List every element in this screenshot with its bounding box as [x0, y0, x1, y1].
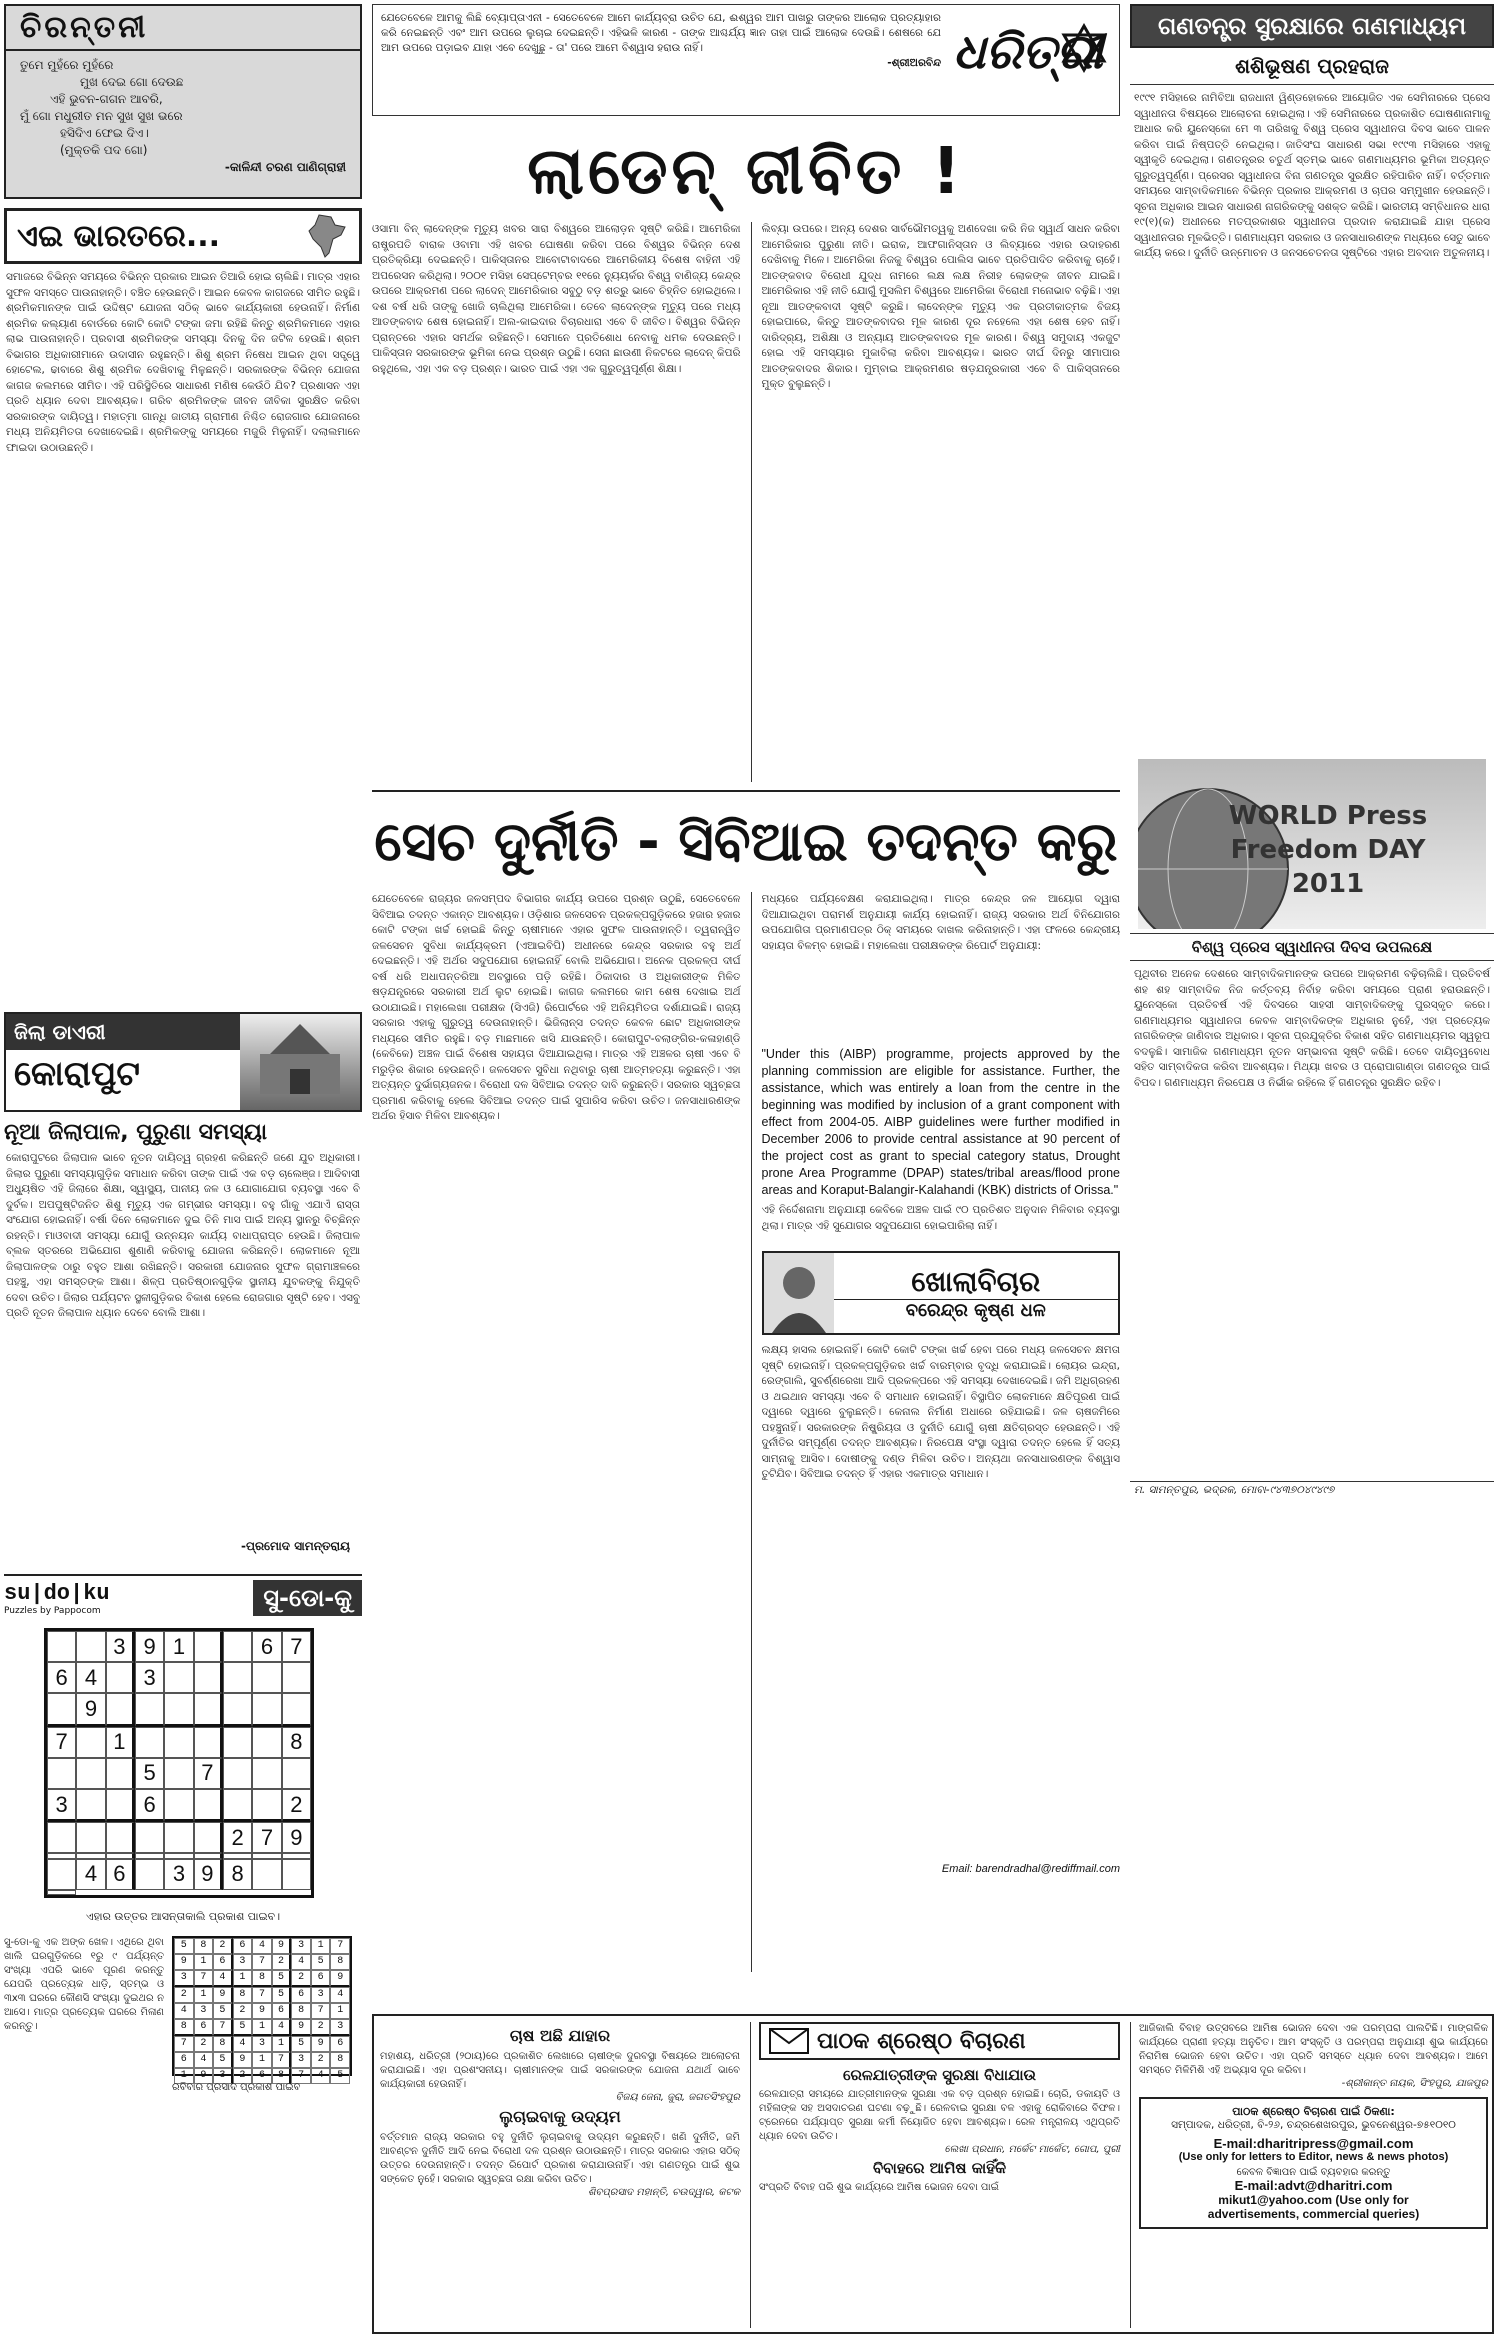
sudoku-answer-cell: 1: [272, 2036, 292, 2052]
email2[interactable]: E-mail:advt@dharitri.com: [1234, 2178, 1393, 2193]
ei-bharatare: [4, 208, 362, 1008]
sudoku-answer-cell: 2: [233, 2003, 253, 2019]
sudoku-cell: [223, 1789, 252, 1822]
sudoku-answer-cell: 8: [213, 2036, 233, 2052]
laden-article: [372, 122, 1120, 790]
laden-headline: ଲାଡେନ୍ ଜୀବିତ !: [527, 135, 965, 209]
contact-head: ପାଠକ ଶ୍ରେଷ୍ଠ ବିଚାରଣ ପାଇଁ ଠିକଣା:: [1232, 2105, 1395, 2118]
letters-mid-title: ପାଠକ ଶ୍ରେଷ୍ଠ ବିଚାରଣ: [817, 2028, 1026, 2054]
sudoku-answer-cell: 6: [272, 2003, 292, 2019]
sudoku-cell: [194, 1662, 223, 1693]
ei-bharatare-title: ଏଇ ଭାରତରେ...: [17, 218, 221, 254]
sudoku-cell: 6: [106, 1859, 135, 1890]
sudoku-cell: 2: [223, 1822, 252, 1853]
sudoku-answer-cell: 9: [174, 1954, 194, 1970]
jila-diary-body: କୋରାପୁଟରେ ଜିଲାପାଳ ଭାବେ ନୂତନ ଦାୟିତ୍ୱ ଗ୍ରହଣ କରିଛନ୍ତି ଜଣେ ଯୁବ ଅଧିକାରୀ। ଜିଲାର ପୁରୁଣା ସମସ୍ୟାଗୁଡ଼ିକ ସମାଧାନ କରିବା ତାଙ୍କ ପାଇଁ ଏକ ବଡ଼ ଚାଲେଞ୍ଜ। ଆଦିବାସୀ ଅଧ୍ୟୁଷିତ ଏହି ଜିଲାରେ ଶିକ୍ଷା, ସ୍ୱାସ୍ଥ୍ୟ, ପାନୀୟ ଜଳ ଓ ଯୋଗାଯୋଗ ବ୍ୟବସ୍ଥା ଏବେ ବି ଦୁର୍ବଳ। ଅପପୁଷ୍ଟିଜନିତ ଶିଶୁ ମୃତ୍ୟୁ ଏକ ଗମ୍ଭୀର ସମସ୍ୟା। ବହୁ ଗାଁକୁ ଏଯାଏଁ ରାସ୍ତା ସଂଯୋଗ ହୋଇନାହିଁ। ବର୍ଷା ଦିନେ ଲୋକମାନେ ଦୁଇ ତିନି ମାସ ପାଇଁ ଅନ୍ୟ ସ୍ଥାନରୁ ବିଚ୍ଛିନ୍ନ ରହନ୍ତି। ମାଓବାଦୀ ସମସ୍ୟା ଯୋଗୁଁ ଉନ୍ନୟନ କାର୍ଯ୍ୟ ବାଧାପ୍ରାପ୍ତ ହେଉଛି। ଜିଲାପାଳ ବ୍ଲକ ସ୍ତରରେ ଅଭିଯୋଗ ଶୁଣାଣି କରିବାକୁ ଯୋଜନା କରିଛନ୍ତି। ଲୋକମାନେ ନୂଆ ଜିଲାପାଳଙ୍କ ଠାରୁ ବହୁତ ଆଶା ରଖିଛନ୍ତି। ସରକାରୀ ଯୋଜନାର ସୁଫଳ ଗ୍ରାମାଞ୍ଚଳରେ ପହଞ୍ଚୁ, ଏହା ସମସ୍ତଙ୍କ ଆଶା। ଶିଳ୍ପ ପ୍ରତିଷ୍ଠାନଗୁଡ଼ିକ ସ୍ଥାନୀୟ ଯୁବକଙ୍କୁ ନିଯୁକ୍ତି ଦେବା ଉଚିତ। ଜିଲାର ପର୍ଯ୍ୟଟନ ସ୍ଥଳୀଗୁଡ଼ିକର ବିକାଶ ହେଲେ ରୋଜଗାର ସୃଷ୍ଟି ହେବ। ଏସବୁ ପ୍ରତି ନୂତନ ଜିଲାପାଳ ଧ୍ୟାନ ଦେବେ ବୋଲି ଆଶା।: [6, 1152, 360, 1319]
letters-section: [372, 2014, 1494, 2334]
sudoku-answer-cell: 4: [252, 1938, 272, 1954]
sudoku-cell: [106, 1789, 135, 1822]
sudoku-answer-cell: 1: [194, 1987, 214, 2003]
sudoku-cell: [282, 1693, 311, 1726]
sudoku-answer-cell: 6: [194, 2019, 214, 2036]
star-logo-icon: [1059, 23, 1109, 73]
sudoku-cell: 5: [135, 1758, 164, 1789]
sudoku-title: ସୁ-ଡୋ-କୁ: [253, 1580, 362, 1616]
sudoku-cell: [76, 1727, 105, 1758]
sudoku-answer-cell: 6: [174, 2052, 194, 2068]
sudoku-answer-cell: 7: [252, 1987, 272, 2003]
sudoku-answer-cell: 1: [311, 1938, 331, 1954]
sudoku-answer-cell: 5: [330, 2068, 350, 2084]
chirantani-poem: [6, 51, 360, 182]
mid-letter1-sign: ଲେଖା ପ୍ରଧାନ, ମର୍କେଟ ମାର୍କେଟ, ଗୋପ, ପୁରୀ: [944, 2144, 1120, 2155]
letter1-body: ମହାଶୟ, ଧରିତ୍ରୀ (୨୦ାୟ)ରେ ପ୍ରକାଶିତ ଲେଖାରେ ଚାଷୀଙ୍କ ଦୁରବସ୍ଥା ବିଷୟରେ ଆଲୋଚନା କରାଯାଇଛି। ଏହା ପ୍ରଶଂସନୀୟ। ଚାଷୀମାନଙ୍କ ପାଇଁ ସରକାରଙ୍କ ଯୋଜନା ଯଥାର୍ଥ ଭାବେ କାର୍ଯ୍ୟକାରୀ ହେଉନାହିଁ।: [380, 2051, 740, 2090]
sudoku-cell: [282, 1662, 311, 1693]
sudoku-answer-cell: 1: [330, 2003, 350, 2019]
sudoku-cell: [135, 1693, 164, 1726]
sudoku-answer-cell: 8: [252, 1970, 272, 1987]
ei-bharatare-header: [4, 208, 362, 264]
letters-mid: [750, 2022, 1120, 2328]
sudoku-answer-cell: 2: [194, 2036, 214, 2052]
temple-icon: [240, 1014, 360, 1110]
sudoku-cell: 4: [76, 1662, 105, 1693]
chirantani-title: ଚିରନ୍ତନୀ: [6, 6, 360, 51]
sudoku-cell: [164, 1693, 193, 1726]
sudoku-cell: [223, 1758, 252, 1789]
cbi-col2b: ଏହି ନିର୍ଦ୍ଦେଶନାମା ଅନୁଯାୟୀ କେବିକେ ଅଞ୍ଚଳ ପାଇଁ ୯୦ ପ୍ରତିଶତ ଅନୁଦାନ ମିଳିବାର ବ୍ୟବସ୍ଥା ଥିଲା। ମାତ୍ର ଏହି ସୁଯୋଗର ସଦୁପଯୋଗ ହୋଇପାରିଲା ନାହିଁ।: [761, 1204, 1120, 1232]
sudoku-answer-grid: [172, 1936, 352, 2081]
mid-letter2-body: ସଂପ୍ରତି ବିବାହ ପରି ଶୁଭ କାର୍ଯ୍ୟରେ ଆମିଷ ଭୋଜନ ଦେବା ପାଇଁ: [759, 2182, 999, 2193]
email3-note: advertisements, commercial queries): [1207, 2207, 1420, 2221]
email3[interactable]: mikut1@yahoo.com (Use only for: [1218, 2193, 1409, 2207]
sudoku-answer-cell: 2: [311, 2052, 331, 2068]
sudoku-grid: [44, 1628, 314, 1898]
sudoku-answer-cell: 6: [213, 1954, 233, 1970]
jila-diary-district: କୋରାପୁଟ: [14, 1054, 140, 1094]
sudoku-cell: 9: [135, 1631, 164, 1662]
email1[interactable]: E-mail:dharitripress@gmail.com: [1213, 2136, 1414, 2151]
sudoku-answer-cell: 3: [291, 1938, 311, 1954]
jila-diary-label: ଜିଲା ଡାଏରୀ: [6, 1014, 240, 1050]
sudoku-cell: 7: [47, 1727, 76, 1758]
kholabichara-author: ବରେନ୍ଦ୍ର କୃଷ୍ଣ ଧଳ: [905, 1300, 1046, 1321]
sudoku-answer-cell: 5: [213, 2003, 233, 2019]
jila-diary-header: [4, 1012, 362, 1112]
poem-line: ହସିଦିଏ ଫେଇ ଦିଏ।: [60, 126, 149, 140]
sudoku-section: [4, 1574, 362, 2334]
sudoku-answer-cell: 9: [213, 1987, 233, 2003]
sudoku-answer-cell: 2: [291, 1970, 311, 1987]
sudoku-answer-cell: 4: [311, 2068, 331, 2084]
sudoku-answer-cell: 9: [233, 2052, 253, 2068]
sudoku-cell: [194, 1789, 223, 1822]
sudoku-cell: 8: [282, 1727, 311, 1758]
gt-body: ୧୯୯୧ ମସିହାରେ ନାମିବିଆ ରାଜଧାନୀ ୱିଣ୍ଡହୋକରେ ଆୟୋଜିତ ଏକ ସେମିନାରରେ ପ୍ରେସ ସ୍ୱାଧୀନତା ବିଷୟରେ ଆଲୋଚନା ହୋଇଥିଲା। ଏହି ସେମିନାରରେ ପ୍ରକାଶିତ ଘୋଷଣାନାମାକୁ ଆଧାର କରି ୟୁନେସ୍କୋ ମେ ୩ ତାରିଖକୁ ବିଶ୍ୱ ପ୍ରେସ ସ୍ୱାଧୀନତା ଦିବସ ଭାବେ ପାଳନ କରିବା ପାଇଁ ନିଷ୍ପତ୍ତି ନେଇଥିଲା। ଜାତିସଂଘ ସାଧାରଣ ସଭା ୧୯୯୩ ମସିହାରେ ଏହାକୁ ସ୍ୱୀକୃତି ଦେଇଥିଲା। ଗଣତନ୍ତ୍ରର ଚତୁର୍ଥ ସ୍ତମ୍ଭ ଭାବେ ଗଣମାଧ୍ୟମର ଭୂମିକା ଅତ୍ୟନ୍ତ ଗୁରୁତ୍ୱପୂର୍ଣ୍ଣ। ପ୍ରେସର ସ୍ୱାଧୀନତା ବିନା ଗଣତନ୍ତ୍ର ସୁରକ୍ଷିତ ରହିପାରିବ ନାହିଁ। ବର୍ତ୍ତମାନ ସମୟରେ ସାମ୍ବାଦିକମାନେ ବିଭିନ୍ନ ପ୍ରକାର ଆକ୍ରମଣ ଓ ଚାପର ସମ୍ମୁଖୀନ ହେଉଛନ୍ତି। ସୂଚନା ଅଧିକାର ଆଇନ ସାଧାରଣ ନାଗରିକଙ୍କୁ ସଶକ୍ତ କରିଛି। ଭାରତୀୟ ସମ୍ବିଧାନର ଧାରା ୧୯(୧)(କ) ଅଧୀନରେ ମତପ୍ରକାଶର ସ୍ୱାଧୀନତା ପ୍ରଦାନ କରାଯାଇଛି ଯାହା ପ୍ରେସ ସ୍ୱାଧୀନତାର ମୂଳଭିତ୍ତି। ଗଣମାଧ୍ୟମ ସରକାର ଓ ଜନସାଧାରଣଙ୍କ ମଧ୍ୟରେ ସେତୁ ଭାବେ କାର୍ଯ୍ୟ କରେ। ଦୁର୍ନୀତି ଉନ୍ମୋଚନ ଓ ଜନସଚେତନତା ସୃଷ୍ଟିରେ ଏହାର ଅବଦାନ ଅତୁଳନୀୟ।: [1134, 92, 1490, 259]
laden-col1: ଓସାମା ବିନ୍ ଲାଦେନ୍ଙ୍କ ମୃତ୍ୟୁ ଖବର ସାରା ବିଶ୍ୱରେ ଆଲୋଡ଼ନ ସୃଷ୍ଟି କରିଛି। ଆମେରିକା ରାଷ୍ଟ୍ରପତି ବାରାକ ଓବାମା ଏହି ଖବର ଘୋଷଣା କରିବା ପରେ ବିଶ୍ୱର ବିଭିନ୍ନ ଦେଶ ପ୍ରତିକ୍ରିୟା ଦେଇଛନ୍ତି। ପାକିସ୍ତାନର ଆବୋଟାବାଦରେ ଆମେରିକୀୟ ବିଶେଷ ବାହିନୀ ଏହି ଅପରେସନ କରିଥିଲା। ୨୦୦୧ ମସିହା ସେପ୍ଟେମ୍ବର ୧୧ରେ ନ୍ୟୁୟର୍କର ବିଶ୍ୱ ବାଣିଜ୍ୟ କେନ୍ଦ୍ର ଉପରେ ଆକ୍ରମଣ ପରେ ଲାଦେନ୍ ଆମେରିକାର ସବୁଠୁ ବଡ଼ ଶତ୍ରୁ ଭାବେ ଚିହ୍ନିତ ହୋଇଥିଲେ। ଦଶ ବର୍ଷ ଧରି ତାଙ୍କୁ ଖୋଜି ଚାଲିଥିଲା ଆମେରିକା। ତେବେ ଲାଦେନ୍ଙ୍କ ମୃତ୍ୟୁ ପରେ ମଧ୍ୟ ଆତଙ୍କବାଦ ଶେଷ ହୋଇନାହିଁ। ଅଲ-କାଇଦାର ବିଚାରଧାରା ଏବେ ବି ଜୀବିତ। ବିଶ୍ୱର ବିଭିନ୍ନ ପ୍ରାନ୍ତରେ ଏହାର ସମର୍ଥକ ରହିଛନ୍ତି। ସେମାନେ ପ୍ରତିଶୋଧ ନେବାକୁ ଧମକ ଦେଉଛନ୍ତି। ପାକିସ୍ତାନ ସରକାରଙ୍କ ଭୂମିକା ନେଇ ପ୍ରଶ୍ନ ଉଠୁଛି। ସେନା ଛାଉଣୀ ନିକଟରେ ଲାଦେନ୍ କିପରି ରହୁଥିଲେ, ଏହା ଏକ ବଡ଼ ପ୍ରଶ୍ନ। ଭାରତ ପାଇଁ ଏହା ଏକ ଗୁରୁତ୍ୱପୂର୍ଣ୍ଣ ଶିକ୍ଷା।: [372, 223, 741, 375]
sudoku-cell: 3: [164, 1859, 193, 1890]
sudoku-cell: [194, 1727, 223, 1758]
sudoku-cell: 9: [76, 1693, 105, 1726]
masthead-quote: ଯେତେବେଳେ ଆମକୁ ଲିଛି ବ୍ୟୋପ୍ତାଏନୀ - ସେତେବେଳେ ଆମେ କାର୍ଯ୍ୟବ୍ରା ଉଚିତ ଯେ, ଈଶ୍ୱର ଆମ ପାଖରୁ ତାଙ୍କର ଆଲୋକ ପ୍ରତ୍ୟାହାର କରି ନେଇଛନ୍ତି ଏବଂ ଆମ ଉପରେ ଲୁଚାଇ ଦେଇଛନ୍ତି। ଏହିଭଳି କାରଣ - ତାଙ୍କ ଆଶ୍ଚର୍ଯ୍ୟ ଜ୍ଞାନ ତାହା ପାଇଁ ଆଲୋକ ଦେଉଛି। ଶେଷରେ ଯେ ଆମ ଉପରେ ପଡ଼ାଇବ ଯାହା ଏବେ ଦେଖୁଛୁ - ତା' ପରେ ଆମେ ବିଶ୍ୱାସ ହରାଉ ନାହିଁ। -ଶ୍ରୀଅରବିନ୍ଦ: [381, 12, 941, 69]
press-freedom-text: WORLD Press Freedom DAY 2011: [1228, 801, 1428, 899]
sudoku-cell: [106, 1662, 135, 1693]
cbi-headline: ସେଚ ଦୁର୍ନୀତି - ସିବିଆଇ ତଦନ୍ତ କରୁ: [374, 810, 1118, 873]
sudoku-answer-cell: 2: [311, 2019, 331, 2036]
envelope-icon: [769, 2028, 809, 2054]
sudoku-answer-cell: 3: [213, 2068, 233, 2084]
sudoku-answer-cell: 8: [291, 2003, 311, 2019]
sudoku-answer-cell: 9: [252, 2003, 272, 2019]
sudoku-answer-cell: 8: [194, 1938, 214, 1954]
sudoku-cell: 1: [164, 1631, 193, 1662]
sudoku-answer-cell: 7: [272, 2052, 292, 2068]
cbi-col2a: ମଧ୍ୟରେ ପର୍ଯ୍ୟବେକ୍ଷଣ କରାଯାଇଥିଲା। ମାତ୍ର କେନ୍ଦ୍ର ଜଳ ଆୟୋଗ ଦ୍ୱାରା ଦିଆଯାଇଥିବା ପରାମର୍ଶ ଅନୁଯାୟୀ କାର୍ଯ୍ୟ ହୋଇନାହିଁ। ରାଜ୍ୟ ସରକାର ଅର୍ଥ ବିନିଯୋଗର ଉପଯୋଗିତା ପ୍ରମାଣପତ୍ର ଠିକ୍ ସମୟରେ ଦାଖଲ କରିନାହାନ୍ତି। ଏହା ଫଳରେ କେନ୍ଦ୍ରୀୟ ସହାୟତା ବିଳମ୍ବ ହୋଇଛି। ମହାଲେଖା ପରୀକ୍ଷକଙ୍କ ରିପୋର୍ଟ ଅନୁଯାୟୀ:: [761, 893, 1120, 952]
sudoku-answer-cell: 6: [252, 2068, 272, 2084]
sudoku-answer-cell: 4: [233, 2036, 253, 2052]
sudoku-answer-cell: 8: [330, 2052, 350, 2068]
sudoku-cell: 7: [194, 1758, 223, 1789]
sudoku-answer-cell: 2: [174, 1987, 194, 2003]
letters-mid-header: [759, 2022, 1120, 2060]
sudoku-answer-cell: 7: [213, 2019, 233, 2036]
jila-diary: [4, 1012, 362, 1562]
sudoku-header: [4, 1574, 362, 1620]
sudoku-cell: [47, 1890, 76, 1895]
sudoku-answer-cell: 1: [194, 1954, 214, 1970]
mid-letter1-title: ରେଳଯାତ୍ରୀଙ୍କ ସୁରକ୍ଷା ବିଧାଯାଉ: [842, 2066, 1037, 2084]
sudoku-answer-cell: 2: [233, 2068, 253, 2084]
poem-line: ଏହି ଭୁବନ-ଗଗନ ଆବରି,: [50, 92, 163, 106]
letter1-title: ଚାଷ ଅଛି ଯାହାର: [509, 2026, 611, 2045]
letter1-sign: ବିଜୟ ଜେନା, ଜୁରା, ଜଗତସିଂହପୁର: [615, 2092, 740, 2103]
sudoku-cell: [282, 1859, 311, 1890]
sudoku-answer-cell: 7: [291, 2068, 311, 2084]
sudoku-answer-cell: 3: [311, 1987, 331, 2003]
sudoku-cell: [252, 1789, 281, 1822]
sudoku-answer-cell: 6: [330, 2036, 350, 2052]
sudoku-cell: 6: [47, 1662, 76, 1693]
sudoku-answer-cell: 4: [272, 2019, 292, 2036]
sudoku-answer-cell: 9: [194, 2068, 214, 2084]
author-photo: [764, 1253, 834, 1333]
sudoku-cell: [47, 1859, 76, 1890]
sudoku-answer-cell: 1: [252, 2052, 272, 2068]
sudoku-answer-cell: 2: [272, 1954, 292, 1970]
sudoku-cell: 1: [106, 1727, 135, 1758]
sudoku-cell: [106, 1693, 135, 1726]
masthead: [372, 4, 1120, 116]
sudoku-cell: 4: [76, 1859, 105, 1890]
sudoku-answer-cell: 5: [174, 1938, 194, 1954]
sudoku-answer-cell: 5: [311, 1954, 331, 1970]
india-map-icon: [305, 213, 349, 259]
sudoku-cell: [282, 1758, 311, 1789]
sudoku-cell: [252, 1727, 281, 1758]
sudoku-answer-cell: 9: [272, 1938, 292, 1954]
sudoku-cell: [76, 1822, 105, 1853]
sudoku-cell: [223, 1662, 252, 1693]
letter2-body: ବର୍ତ୍ତମାନ ରାଜ୍ୟ ସରକାର ବହୁ ଦୁର୍ନୀତି ଲୁଚାଇବାକୁ ଉଦ୍ୟମ କରୁଛନ୍ତି। ଖଣି ଦୁର୍ନୀତି, ଜମି ଆବଣ୍ଟନ ଦୁର୍ନୀତି ଆଦି ନେଇ ବିରୋଧୀ ଦଳ ପ୍ରଶ୍ନ ଉଠାଉଛନ୍ତି। ମାତ୍ର ସରକାର ଏହାର ସଠିକ୍ ଉତ୍ତର ଦେଉନାହାନ୍ତି। ତଦନ୍ତ ରିପୋର୍ଟ ପ୍ରକାଶ କରାଯାଉନାହିଁ। ଏହା ଗଣତନ୍ତ୍ର ପାଇଁ ଶୁଭ ସଙ୍କେତ ନୁହେଁ। ସରକାର ସ୍ୱଚ୍ଛତା ରକ୍ଷା କରିବା ଉଚିତ।: [380, 2132, 740, 2185]
sudoku-cell: [223, 1631, 252, 1662]
temple-photo: [240, 1014, 360, 1110]
sudoku-answer-cell: 7: [330, 1938, 350, 1954]
sudoku-answer-cell: 4: [330, 1987, 350, 2003]
sudoku-answer-cell: 3: [252, 2036, 272, 2052]
letter2-title: ଲୁଚାଇବାକୁ ଉଦ୍ୟମ: [499, 2107, 621, 2126]
letters-right: [1130, 2022, 1488, 2328]
sudoku-cell: [223, 1727, 252, 1758]
letters-left: [380, 2022, 740, 2328]
sudoku-cell: [47, 1631, 76, 1662]
top-right-column: [1130, 4, 1494, 1496]
sudoku-answer-cell: 3: [233, 1954, 253, 1970]
sudoku-cell: [106, 1822, 135, 1853]
sudoku-answer-cell: 7: [252, 1954, 272, 1970]
contact-addr: ସମ୍ପାଦକ, ଧରିତ୍ରୀ, ବି-୨୬, ଚନ୍ଦ୍ରଶେଖରପୁର, ଭୁବନେଶ୍ୱର-୭୫୧୦୧୦: [1171, 2119, 1456, 2131]
sudoku-answer-cell: 4: [194, 2052, 214, 2068]
sudoku-cell: [252, 1758, 281, 1789]
sudoku-answer-cell: 2: [213, 1938, 233, 1954]
right-letter-sign: -ଶ୍ରୀକାନ୍ତ ନାୟକ, ସିଂହପୁର, ଯାଜପୁର: [1341, 2078, 1488, 2089]
sudoku-answer-cell: 3: [174, 1970, 194, 1987]
sudoku-cell: 3: [106, 1631, 135, 1662]
sudoku-answer-cell: 6: [291, 1987, 311, 2003]
sudoku-answer-cell: 9: [311, 2036, 331, 2052]
sudoku-cell: 8: [223, 1859, 252, 1890]
sudoku-cell: 7: [282, 1631, 311, 1662]
sudoku-answer-cell: 6: [233, 1938, 253, 1954]
cbi-quote: "Under this (AIBP) programme, projects approved by the planning commission are eligible for assistance. Further, the assistance, which was entirely a loan from the centre in the beginning was modified by inclusion of a grant component with effect from 2004-05. AIBP guidelines were further modified in December 2006 to provide central assistance at 90 percent of the project cost as grant to special category status, Drought prone Area Programme (DPAP) states/tribal areas/flood prone areas and Koraput-Balangir-Kalahandi (KBK) districts of Orissa.": [761, 1047, 1120, 1197]
sudoku-rules: ସୁ-ଡୋ-କୁ ଏକ ଅଙ୍କ ଖେଳ। ଏଥିରେ ଥିବା ଖାଲି ଘରଗୁଡ଼ିକରେ ୧ରୁ ୯ ପର୍ଯ୍ୟନ୍ତ ସଂଖ୍ୟା ଏପରି ଭାବେ ପୂରଣ କରନ୍ତୁ ଯେପରି ପ୍ରତ୍ୟେକ ଧାଡ଼ି, ସ୍ତମ୍ଭ ଓ ୩x୩ ଘରରେ କୌଣସି ସଂଖ୍ୟା ଦୁଇଥର ନ ଆସେ। ମାତ୍ର ପ୍ରତ୍ୟେକ ଘରରେ ମିଳାଣ କରନ୍ତୁ।: [4, 1937, 164, 2032]
sudoku-cell: [252, 1859, 281, 1890]
sudoku-cell: [47, 1822, 76, 1853]
sudoku-answer-cell: 4: [174, 2003, 194, 2019]
sudoku-cell: [135, 1859, 164, 1890]
kholabichara-title: ଖୋଲାବିଚାର: [834, 1265, 1119, 1300]
sudoku-answer-cell: 9: [291, 2019, 311, 2036]
sudoku-cell: [76, 1631, 105, 1662]
sudoku-cell: [164, 1758, 193, 1789]
sudoku-cell: [252, 1693, 281, 1726]
sudoku-answer-cell: 7: [174, 2036, 194, 2052]
sudoku-answer-cell: 3: [330, 2019, 350, 2036]
sudoku-answer-cell: 6: [311, 1970, 331, 1987]
sudoku-answer-cell: 4: [291, 1954, 311, 1970]
sudoku-answer-cell: 5: [291, 2036, 311, 2052]
sudoku-cell: [194, 1693, 223, 1726]
quote-author: -ଶ୍ରୀଅରବିନ୍ଦ: [887, 57, 941, 69]
poem-line: ମୁଖ ଦେଇ ଗୋ ଦେଉଛ: [80, 75, 184, 89]
sudoku-cell: [135, 1822, 164, 1853]
sudoku-cell: 6: [135, 1789, 164, 1822]
sudoku-cell: [252, 1662, 281, 1693]
sudoku-answer-cell: 8: [174, 2019, 194, 2036]
chirantani-box: [4, 4, 362, 199]
gt-byline: ଶଶିଭୂଷଣ ପ୍ରହରାଜ: [1130, 48, 1494, 85]
sudoku-cell: 6: [252, 1631, 281, 1662]
sudoku-cell: [47, 1758, 76, 1789]
sudoku-cell: 9: [282, 1822, 311, 1853]
sudoku-cell: [194, 1631, 223, 1662]
sudoku-logo: su|do|ku: [4, 1580, 110, 1606]
sudoku-cell: [164, 1822, 193, 1853]
paper-name: ଧରିତ୍ରୀ: [953, 24, 1103, 80]
gt-caption: ବିଶ୍ୱ ପ୍ରେସ ସ୍ୱାଧୀନତା ଦିବସ ଉପଲକ୍ଷେ: [1130, 933, 1494, 961]
sudoku-answer-cell: 3: [291, 2052, 311, 2068]
mid-letter1-body: ରେଳଯାତ୍ରା ସମୟରେ ଯାତ୍ରୀମାନଙ୍କ ସୁରକ୍ଷା ଏକ ବଡ଼ ପ୍ରଶ୍ନ ହୋଇଛି। ଚୋରି, ଡକାୟତି ଓ ମହିଳାଙ୍କ ସହ ଅସଦାଚରଣ ଘଟଣା ବଢ଼ୁଛି। ରେଳବାଇ ସୁରକ୍ଷା ବଳ ଏହାକୁ ରୋକିବାରେ ବିଫଳ। ଟ୍ରେନରେ ପର୍ଯ୍ୟାପ୍ତ ସୁରକ୍ଷା କର୍ମୀ ନିୟୋଜିତ ହେବା ଆବଶ୍ୟକ। ରେଳ ମନ୍ତ୍ରାଳୟ ଏଥିପ୍ରତି ଧ୍ୟାନ ଦେବା ଉଚିତ।: [759, 2089, 1120, 2142]
dharitri-logo: [953, 17, 1113, 103]
press-freedom-image: [1138, 759, 1486, 929]
sudoku-answer-cell: 8: [233, 1987, 253, 2003]
sudoku-cell: [164, 1662, 193, 1693]
jila-diary-author: -ପ୍ରମୋଦ ସାମନ୍ତରାୟ: [240, 1539, 350, 1553]
sudoku-answer-cell: 9: [330, 1970, 350, 1987]
sudoku-answer-cell: 1: [233, 1970, 253, 1987]
sudoku-cell: 3: [47, 1789, 76, 1822]
poem-line: ତୁମେ ମୁହଁରେ ମୁହଁରେ: [20, 58, 114, 72]
sudoku-cell: [106, 1758, 135, 1789]
sudoku-sub: Puzzles by Pappocom: [4, 1605, 101, 1616]
cbi-col2c: ଲକ୍ଷ୍ୟ ହାସଲ ହୋଇନାହିଁ। କୋଟି କୋଟି ଟଙ୍କା ଖର୍ଚ୍ଚ ହେବା ପରେ ମଧ୍ୟ ଜଳସେଚନ କ୍ଷମତା ସୃଷ୍ଟି ହୋଇନାହିଁ। ପ୍ରକଳ୍ପଗୁଡ଼ିକର ଖର୍ଚ୍ଚ ବାରମ୍ବାର ବୃଦ୍ଧି କରାଯାଇଛି। ଲୋୟର ଇନ୍ଦ୍ରା, ରେଙ୍ଗାଲି, ସୁବର୍ଣ୍ଣରେଖା ଆଦି ପ୍ରକଳ୍ପରେ ଏହି ସମସ୍ୟା ଦେଖାଦେଇଛି। ଜମି ଅଧିଗ୍ରହଣ ଓ ଥଇଥାନ ସମସ୍ୟା ଏବେ ବି ସମାଧାନ ହୋଇନାହିଁ। ବିସ୍ଥାପିତ ଲୋକମାନେ କ୍ଷତିପୂରଣ ପାଇଁ ଦ୍ୱାରେ ଦ୍ୱାରେ ବୁଲୁଛନ୍ତି। କେନାଲ ନିର୍ମାଣ ଅଧାରେ ରହିଯାଇଛି। ଜଳ ଚାଷଜମିରେ ପହଞ୍ଚୁନାହିଁ। ସରକାରଙ୍କ ନିଷ୍କ୍ରିୟତା ଓ ଦୁର୍ନୀତି ଯୋଗୁଁ ଚାଷୀ କ୍ଷତିଗ୍ରସ୍ତ ହେଉଛନ୍ତି। ଏହି ଦୁର୍ନୀତିର ସମ୍ପୂର୍ଣ୍ଣ ତଦନ୍ତ ଆବଶ୍ୟକ। ନିରପେକ୍ଷ ସଂସ୍ଥା ଦ୍ୱାରା ତଦନ୍ତ ହେଲେ ହିଁ ସତ୍ୟ ସାମ୍ନାକୁ ଆସିବ। ଦୋଷୀଙ୍କୁ ଦଣ୍ଡ ମିଳିବା ଉଚିତ। ଅନ୍ୟଥା ଜନସାଧାରଣଙ୍କ ବିଶ୍ୱାସ ତୁଟିଯିବ। ସିବିଆଇ ତଦନ୍ତ ହିଁ ଏହାର ଏକମାତ୍ର ସମାଧାନ।: [761, 1344, 1120, 1480]
laden-col2: ଲିବ୍ୟା ଉପରେ। ଅନ୍ୟ ଦେଶର ସାର୍ବଭୌମତ୍ୱକୁ ଅଣଦେଖା କରି ନିଜ ସ୍ୱାର୍ଥ ସାଧନ କରିବା ଆମେରିକାର ପୁରୁଣା ନୀତି। ଇରାକ, ଆଫଗାନିସ୍ତାନ ଓ ଲିବ୍ୟାରେ ଏହାର ଉଦାହରଣ ଦେଖିବାକୁ ମିଳେ। ଆମେରିକା ନିଜକୁ ବିଶ୍ୱର ପୋଲିସ ଭାବେ ପ୍ରତିପାଦିତ କରିବାକୁ ଚାହେଁ। ଆତଙ୍କବାଦ ବିରୋଧୀ ଯୁଦ୍ଧ ନାମରେ ଲକ୍ଷ ଲକ୍ଷ ନିରୀହ ଲୋକଙ୍କ ଜୀବନ ଯାଇଛି। ଆମେରିକାର ଏହି ନୀତି ଯୋଗୁଁ ମୁସଲିମ ବିଶ୍ୱରେ ଆମେରିକା ବିରୋଧୀ ମନୋଭାବ ବଢ଼ିଛି। ଏହା ନୂଆ ଆତଙ୍କବାଦୀ ସୃଷ୍ଟି କରୁଛି। ଲାଦେନ୍ଙ୍କ ମୃତ୍ୟୁ ଏକ ପ୍ରତୀକାତ୍ମକ ବିଜୟ ହୋଇପାରେ, କିନ୍ତୁ ଆତଙ୍କବାଦର ମୂଳ କାରଣ ଦୂର ନହେଲେ ଏହା ଶେଷ ହେବ ନାହିଁ। ଦାରିଦ୍ର୍ୟ, ଅଶିକ୍ଷା ଓ ଅନ୍ୟାୟ ଆତଙ୍କବାଦର ମୂଳ କାରଣ। ବିଶ୍ୱ ସମୁଦାୟ ଏକଜୁଟ ହୋଇ ଏହି ସମସ୍ୟାର ମୁକାବିଲା କରିବା ଆବଶ୍ୟକ। ଭାରତ ଦୀର୍ଘ ଦିନରୁ ସୀମାପାର ଆତଙ୍କବାଦର ଶିକାର। ମୁମ୍ବାଇ ଆକ୍ରମଣର ଷଡ଼ଯନ୍ତ୍ରକାରୀ ଏବେ ବି ପାକିସ୍ତାନରେ ମୁକ୍ତ ବୁଲୁଛନ୍ତି।: [761, 223, 1120, 390]
sudoku-cell: [194, 1822, 223, 1853]
sudoku-answer-cell: 5: [233, 2019, 253, 2036]
sudoku-cell: [76, 1758, 105, 1789]
email2-note: କେବଳ ବିଜ୍ଞାପନ ପାଇଁ ବ୍ୟବହାର କରନ୍ତୁ: [1236, 2167, 1391, 2178]
letter2-sign: ଶିବପ୍ରସାଦ ମହାନ୍ତି, ଚଉଦ୍ୱାର, କଟକ: [588, 2187, 740, 2198]
cbi-col1: ଯେତେବେଳେ ରାଜ୍ୟର ଜଳସମ୍ପଦ ବିଭାଗର କାର୍ଯ୍ୟ ଉପରେ ପ୍ରଶ୍ନ ଉଠୁଛି, ସେତେବେଳେ ସିବିଆଇ ତଦନ୍ତ ଏକାନ୍ତ ଆବଶ୍ୟକ। ଓଡ଼ିଶାର ଜଳସେଚନ ପ୍ରକଳ୍ପଗୁଡ଼ିକରେ ହଜାର ହଜାର କୋଟି ଟଙ୍କା ଖର୍ଚ୍ଚ ହୋଇଛି କିନ୍ତୁ ଚାଷୀମାନେ ଏହାର ସୁଫଳ ପାଉନାହାନ୍ତି। ତ୍ୱରାନ୍ୱିତ ଜଳସେଚନ ସୁବିଧା କାର୍ଯ୍ୟକ୍ରମ (ଏଆଇବିପି) ଅଧୀନରେ କେନ୍ଦ୍ର ସରକାର ବହୁ ଅର୍ଥ ଦେଇଛନ୍ତି। ଏହି ଅର୍ଥର ସଦୁପଯୋଗ ହୋଇନାହିଁ ବୋଲି ଅଭିଯୋଗ। ଅନେକ ପ୍ରକଳ୍ପ ଦୀର୍ଘ ବର୍ଷ ଧରି ଅଧାପନ୍ତରିଆ ଅବସ୍ଥାରେ ପଡ଼ି ରହିଛି। ଠିକାଦାର ଓ ଅଧିକାରୀଙ୍କ ମିଳିତ ଷଡ଼ଯନ୍ତ୍ରରେ ସରକାରୀ ଅର୍ଥ ଲୁଟ ହୋଇଛି। କାଗଜ କଲମରେ କାମ ଶେଷ ଦେଖାଇ ଅର୍ଥ ଉଠାଯାଇଛି। ମହାଲେଖା ପରୀକ୍ଷକ (ସିଏଜି) ରିପୋର୍ଟରେ ଏହି ଅନିୟମିତତା ଦର୍ଶାଯାଇଛି। ରାଜ୍ୟ ସରକାର ଏହାକୁ ଗୁରୁତ୍ୱ ଦେଉନାହାନ୍ତି। ଭିଜିଲାନ୍ସ ତଦନ୍ତ କେବଳ ଛୋଟ ଅଧିକାରୀଙ୍କ ମଧ୍ୟରେ ସୀମିତ ରହୁଛି। ବଡ଼ ମାଛମାନେ ଖସି ଯାଉଛନ୍ତି। କୋରାପୁଟ-ବଲାଙ୍ଗିର-କଳାହାଣ୍ଡି (କେବିକେ) ଅଞ୍ଚଳ ପାଇଁ ବିଶେଷ ସହାୟତା ଦିଆଯାଇଥିଲା। ମାତ୍ର ଏହି ଅଞ୍ଚଳର ଚାଷୀ ଏବେ ବି ମରୁଡ଼ିର ଶିକାର ହେଉଛନ୍ତି। ଜଳସେଚନ ସୁବିଧା ନଥିବାରୁ ଚାଷୀ ଆତ୍ମହତ୍ୟା କରୁଛନ୍ତି। ଏହା ଅତ୍ୟନ୍ତ ଦୁର୍ଭାଗ୍ୟଜନକ। ବିରୋଧୀ ଦଳ ସିବିଆଇ ତଦନ୍ତ ଦାବି କରୁଛନ୍ତି। ସରକାର ସ୍ୱଚ୍ଛତା ପ୍ରମାଣ କରିବାକୁ ହେଲେ ସିବିଆଇ ତଦନ୍ତ ପାଇଁ ସୁପାରିସ କରିବା ଉଚିତ। ଜନସାଧାରଣଙ୍କ ଅର୍ଥର ହିସାବ ମିଳିବା ଆବଶ୍ୟକ।: [372, 893, 741, 1122]
gt-body2: ପୃଥିବୀର ଅନେକ ଦେଶରେ ସାମ୍ବାଦିକମାନଙ୍କ ଉପରେ ଆକ୍ରମଣ ବଢ଼ିଚାଲିଛି। ପ୍ରତିବର୍ଷ ଶହ ଶହ ସାମ୍ବାଦିକ ନିଜ କର୍ତ୍ତବ୍ୟ ନିର୍ବାହ କରିବା ସମୟରେ ପ୍ରାଣ ହରାଉଛନ୍ତି। ୟୁନେସ୍କୋ ପ୍ରତିବର୍ଷ ଏହି ଦିବସରେ ସାହସୀ ସାମ୍ବାଦିକଙ୍କୁ ପୁରସ୍କୃତ କରେ। ଗଣମାଧ୍ୟମର ସ୍ୱାଧୀନତା କେବଳ ସାମ୍ବାଦିକଙ୍କ ଅଧିକାର ନୁହେଁ, ଏହା ପ୍ରତ୍ୟେକ ନାଗରିକଙ୍କ ଜାଣିବାର ଅଧିକାର। ସୂଚନା ପ୍ରଯୁକ୍ତିର ବିକାଶ ସହିତ ଗଣମାଧ୍ୟମର ସ୍ୱରୂପ ବଦଳୁଛି। ସାମାଜିକ ଗଣମାଧ୍ୟମ ନୂତନ ସମ୍ଭାବନା ସୃଷ୍ଟି କରିଛି। ତେବେ ଦାୟିତ୍ୱବୋଧ ସହିତ ସାମ୍ବାଦିକତା କରିବା ଆବଶ୍ୟକ। ମିଥ୍ୟା ଖବର ଓ ପ୍ରୋପାଗାଣ୍ଡା ଗଣତନ୍ତ୍ର ପାଇଁ ବିପଦ। ଗଣମାଧ୍ୟମ ନିରପେକ୍ଷ ଓ ନିର୍ଭୀକ ରହିଲେ ହିଁ ଗଣତନ୍ତ୍ର ସୁରକ୍ଷିତ ରହିବ।: [1134, 968, 1490, 1089]
sudoku-answer-cell: 5: [272, 1987, 292, 2003]
sudoku-answer-cell: 7: [194, 1970, 214, 1987]
sudoku-answer-footer: ରବିବାର ପ୍ରସାଦ ପ୍ରକାଶ ପାଇବ: [172, 2082, 301, 2093]
sudoku-answer-cell: 3: [194, 2003, 214, 2019]
sudoku-cell: [47, 1693, 76, 1726]
sudoku-footer: ଏହାର ଉତ୍ତର ଆସନ୍ତାକାଲି ପ୍ରକାଶ ପାଇବ।: [85, 1910, 281, 1923]
cbi-article: [372, 790, 1120, 2010]
sudoku-cell: [76, 1789, 105, 1822]
gt-author-foot: ମ. ସାମନ୍ତପୁର, ଭଦ୍ରକ, ମୋବା-୯୪୩୭୦୪୯୪୯୭: [1130, 1481, 1494, 1499]
contact-box: [1139, 2097, 1488, 2229]
jila-diary-headline: ନୂଆ ଜିଲାପାଳ, ପୁରୁଣା ସମସ୍ୟା: [4, 1120, 267, 1145]
sudoku-cell: 9: [194, 1859, 223, 1890]
kholabichara-box: [762, 1251, 1121, 1335]
poem-line: ମୁଁ ଗୋ ମଧୁରୀତ ମନ ସୁଖ ସୁଖ ଭରେ: [20, 109, 183, 123]
sudoku-answer-cell: 7: [311, 2003, 331, 2019]
sudoku-answer-cell: 8: [272, 2068, 292, 2084]
sudoku-answer-cell: 5: [213, 2052, 233, 2068]
gt-headline: ଗଣତନ୍ତ୍ର ସୁରକ୍ଷାରେ ଗଣମାଧ୍ୟମ: [1130, 4, 1494, 48]
poem-source: (ମୁକ୍ତକି ପଦ ଗୋ): [60, 143, 148, 157]
sudoku-cell: [135, 1727, 164, 1758]
sudoku-answer-cell: 1: [174, 2068, 194, 2084]
sudoku-cell: 7: [252, 1822, 281, 1853]
sudoku-cell: 3: [135, 1662, 164, 1693]
cbi-email[interactable]: Email: barendradhal@rediffmail.com: [941, 1863, 1120, 1875]
right-letter-body: ଆଜିକାଲି ବିବାହ ଉତ୍ସବରେ ଆମିଷ ଭୋଜନ ଦେବା ଏକ ପରମ୍ପରା ପାଲଟିଛି। ମାଙ୍ଗଳିକ କାର୍ଯ୍ୟରେ ପ୍ରାଣୀ ହତ୍ୟା ଅନୁଚିତ। ଆମ ସଂସ୍କୃତି ଓ ପରମ୍ପରା ଅନୁଯାୟୀ ଶୁଭ କାର୍ଯ୍ୟରେ ନିରାମିଷ ଭୋଜନ ହେବା ଉଚିତ। ଏହା ପ୍ରତି ସମସ୍ତେ ଧ୍ୟାନ ଦେବା ଆବଶ୍ୟକ। ଆମେ ସମସ୍ତେ ମିଳିମିଶି ଏହି ଅଭ୍ୟାସ ଦୂର କରିବା।: [1139, 2023, 1488, 2076]
sudoku-answer-cell: 4: [213, 1970, 233, 1987]
sudoku-cell: [164, 1789, 193, 1822]
ei-bharatare-body: ସମାଜରେ ବିଭିନ୍ନ ସମୟରେ ବିଭିନ୍ନ ପ୍ରକାର ଆଇନ ତିଆରି ହୋଇ ଚାଲିଛି। ମାତ୍ର ଏହାର ସୁଫଳ ସମସ୍ତେ ପାଉନାହାନ୍ତି। ବଞ୍ଚିତ ହେଉଛନ୍ତି। ଆଇନ କେବଳ କାଗଜରେ ସୀମିତ ରହୁଛି। ଶ୍ରମିକମାନଙ୍କ ପାଇଁ ଉଦ୍ଦିଷ୍ଟ ଯୋଜନା ସଠିକ୍ ଭାବେ କାର୍ଯ୍ୟକାରୀ ହେଉନାହିଁ। ନିର୍ମାଣ ଶ୍ରମିକ କଲ୍ୟାଣ ବୋର୍ଡରେ କୋଟି କୋଟି ଟଙ୍କା ଜମା ରହିଛି କିନ୍ତୁ ଶ୍ରମିକମାନେ ଏହାର ଲାଭ ପାଉନାହାନ୍ତି। ପ୍ରବାସୀ ଶ୍ରମିକଙ୍କ ସମସ୍ୟା ଦିନକୁ ଦିନ ଜଟିଳ ହେଉଛି। ଶ୍ରମ ବିଭାଗର ଅଧିକାରୀମାନେ ଉଦାସୀନ ରହୁଛନ୍ତି। ଶିଶୁ ଶ୍ରମ ନିଷେଧ ଆଇନ ଥିବା ସତ୍ତ୍ୱେ ହୋଟେଲ, ଢାବାରେ ଶିଶୁ ଶ୍ରମିକ ଦେଖିବାକୁ ମିଳୁଛନ୍ତି। ସରକାରଙ୍କ ବିଭିନ୍ନ ଯୋଜନା କାଗଜ କଲମରେ ସୀମିତ। ଏହି ପରିସ୍ଥିତିରେ ସାଧାରଣ ମଣିଷ କେଉଁଠି ଯିବ? ପ୍ରଶାସନ ଏହା ପ୍ରତି ଧ୍ୟାନ ଦେବା ଆବଶ୍ୟକ। ଗରିବ ଶ୍ରମିକଙ୍କ ଜୀବନ ଜୀବିକା ସୁରକ୍ଷିତ କରିବା ସରକାରଙ୍କ ଦାୟିତ୍ୱ। ମହାତ୍ମା ଗାନ୍ଧି ଜାତୀୟ ଗ୍ରାମୀଣ ନିଶ୍ଚିତ ରୋଜଗାର ଯୋଜନାରେ ମଧ୍ୟ ଅନିୟମିତତା ଦେଖାଦେଇଛି। ଶ୍ରମିକଙ୍କୁ ସମୟରେ ମଜୁରି ମିଳୁନାହିଁ। ଦଲାଲମାନେ ଫାଇଦା ଉଠାଉଛନ୍ତି।: [6, 271, 360, 454]
sudoku-answer-cell: 1: [252, 2019, 272, 2036]
mid-letter2-title: ବିବାହରେ ଆମିଷ କାହିଁକି: [872, 2159, 1007, 2177]
sudoku-cell: [223, 1693, 252, 1726]
email1-note: (Use only for letters to Editor, news & news photos): [1178, 2151, 1449, 2163]
sudoku-answer-cell: 5: [272, 1970, 292, 1987]
sudoku-cell: 2: [282, 1789, 311, 1822]
sudoku-answer-cell: 8: [330, 1954, 350, 1970]
poem-author: -କାଳିନ୍ଦୀ ଚରଣ ପାଣିଗ୍ରାହୀ: [224, 160, 346, 174]
sudoku-cell: [164, 1727, 193, 1758]
